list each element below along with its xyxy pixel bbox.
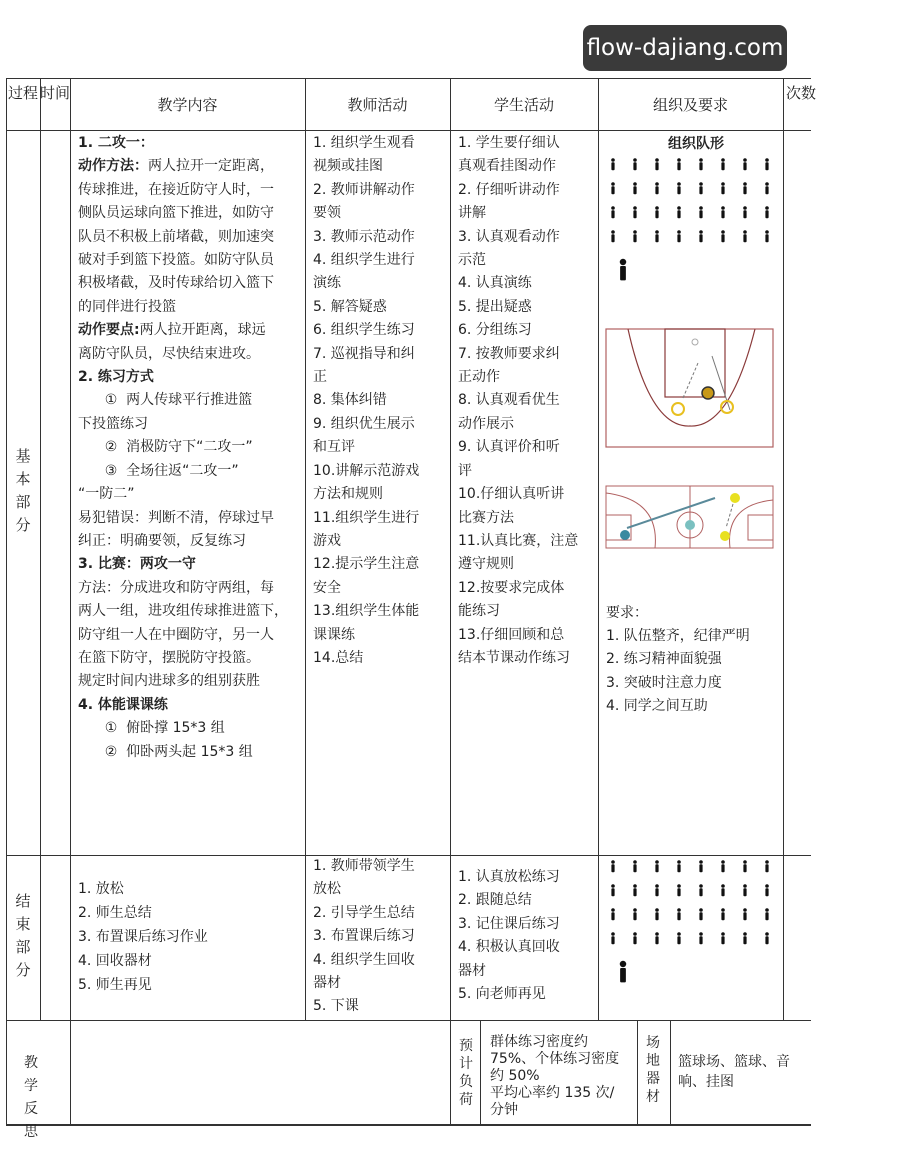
person-icon	[655, 908, 659, 920]
text-line: 演练	[313, 275, 341, 292]
text-line: 2. 引导学生总结	[313, 904, 415, 921]
half-court-diagram	[605, 328, 775, 450]
content-line: 3. 比赛：两攻一守	[78, 556, 196, 573]
person-icon	[765, 860, 769, 872]
person-icon	[743, 932, 747, 944]
text-line: 4. 同学之间互助	[606, 698, 708, 715]
text-line: 75%、个体练习密度	[490, 1051, 620, 1067]
text-line: 约 50%	[490, 1068, 540, 1084]
section-reflection: 教 学 反 思	[24, 1055, 38, 1140]
person-icon	[699, 884, 703, 896]
person-icon	[633, 908, 637, 920]
person-icon	[699, 908, 703, 920]
person-icon	[699, 158, 703, 170]
text-line: 6. 分组练习	[458, 322, 532, 339]
person-icon	[611, 932, 615, 944]
end-formation-diagram	[600, 857, 780, 992]
person-icon	[721, 884, 725, 896]
person-icon	[699, 206, 703, 218]
person-icon	[655, 230, 659, 242]
text-line: 1. 组织学生观看	[313, 135, 415, 151]
text-line: 视频或挂图	[313, 158, 383, 175]
person-icon	[611, 206, 615, 218]
content-line: 下投篮练习	[78, 415, 148, 432]
text-line: 11.组织学生进行	[313, 509, 420, 526]
table-border	[598, 78, 599, 1020]
content-line: 两人一组，进攻组传球推进篮下，	[78, 603, 288, 620]
content-line: “一防二”	[78, 486, 135, 503]
content-line: ① 两人传球平行推进篮	[78, 392, 253, 409]
person-icon	[633, 182, 637, 194]
person-icon	[633, 884, 637, 896]
text-line: 1. 队伍整齐，纪律严明	[606, 628, 750, 644]
content-line: 的同伴进行投篮	[78, 298, 176, 315]
person-icon	[633, 932, 637, 944]
text-line: 4. 积极认真回收	[458, 939, 560, 956]
text-line: 器材	[313, 975, 341, 992]
table-border	[6, 1124, 811, 1126]
text-line: 1. 学生要仔细认	[458, 135, 560, 151]
text-line: 7. 按教师要求纠	[458, 345, 560, 362]
table-border	[6, 1020, 811, 1021]
text-line: 游戏	[313, 532, 341, 549]
table-border	[480, 1020, 481, 1124]
teacher-basic	[313, 132, 419, 670]
person-icon	[677, 206, 681, 218]
text-line: 安全	[313, 579, 341, 596]
text-line: 2. 练习精神面貌强	[606, 651, 722, 668]
text-line: 12.按要求完成体	[458, 579, 565, 596]
content-line: 离防守队员，尽快结束进攻。	[78, 345, 260, 362]
text-line: 1. 教师带领学生	[313, 858, 415, 874]
text-line: 10.仔细认真听讲	[458, 486, 565, 503]
text-line: 1. 放松	[78, 881, 124, 897]
table-border	[450, 78, 451, 1124]
text-line: 结本节课动作练习	[458, 649, 570, 666]
content-basic	[78, 132, 288, 764]
content-line: 4. 体能课课练	[78, 696, 168, 713]
content-line: ① 俯卧撑 15*3 组	[78, 720, 225, 737]
text-line: 5. 提出疑惑	[458, 298, 532, 315]
watermark: flow-dajiang.com	[583, 25, 787, 71]
person-icon	[620, 259, 626, 281]
text-line: 正动作	[458, 369, 500, 386]
table-border	[40, 78, 41, 1020]
header-student: 学生活动	[493, 96, 554, 114]
text-line: 课课练	[313, 626, 355, 643]
formation-title: 组织队形	[668, 136, 724, 152]
person-icon	[655, 158, 659, 170]
table-border	[783, 78, 784, 1020]
text-line: 5. 向老师再见	[458, 986, 546, 1003]
person-icon	[765, 932, 769, 944]
section-end: 结 束 部 分	[15, 892, 31, 979]
content-line: ② 消极防守下“二攻一”	[78, 439, 253, 456]
text-line: 1. 认真放松练习	[458, 869, 560, 885]
content-line: 动作要点:两人拉开距离，球远	[78, 322, 266, 339]
text-line: 4. 认真演练	[458, 275, 532, 292]
person-icon	[721, 908, 725, 920]
venue-text	[678, 1052, 790, 1092]
text-line: 14.总结	[313, 649, 364, 666]
text-line: 2. 教师讲解动作	[313, 181, 415, 198]
person-icon	[765, 182, 769, 194]
header-content: 教学内容	[157, 96, 218, 114]
person-icon	[743, 158, 747, 170]
requirements-title: 要求：	[606, 605, 648, 621]
header-time: 时间	[40, 84, 71, 102]
content-end	[78, 877, 208, 997]
person-icon	[633, 230, 637, 242]
text-line: 要领	[313, 205, 341, 222]
person-icon	[699, 860, 703, 872]
load-text	[490, 1034, 619, 1119]
person-icon	[743, 884, 747, 896]
person-icon	[743, 230, 747, 242]
person-icon	[765, 206, 769, 218]
text-line: 器材	[458, 962, 486, 979]
text-line: 5. 下课	[313, 998, 359, 1015]
person-icon	[655, 182, 659, 194]
text-line: 5. 师生再见	[78, 977, 152, 993]
header-count: 次数	[786, 84, 817, 102]
person-icon	[655, 884, 659, 896]
content-line: 纠正：明确要领，反复练习	[78, 532, 246, 549]
text-line: 13.仔细回顾和总	[458, 626, 565, 643]
person-icon	[611, 908, 615, 920]
header-process: 过程	[7, 84, 38, 102]
student-end	[458, 866, 560, 1006]
person-icon	[677, 860, 681, 872]
person-icon	[677, 908, 681, 920]
person-icon	[765, 908, 769, 920]
content-line: 2. 练习方式	[78, 369, 154, 386]
teacher-end	[313, 855, 415, 1019]
student-basic	[458, 132, 578, 670]
person-icon	[655, 860, 659, 872]
text-line: 讲解	[458, 205, 486, 222]
table-border	[637, 1020, 638, 1124]
content-line: 在篮下防守，摆脱防守投篮。	[78, 649, 260, 666]
text-line: 2. 师生总结	[78, 905, 152, 921]
content-line: 传球推进，在接近防守人时，一	[78, 181, 274, 198]
table-border	[6, 78, 7, 1124]
person-icon	[677, 158, 681, 170]
text-line: 4. 回收器材	[78, 953, 152, 969]
person-icon	[721, 860, 725, 872]
content-line: ③ 全场往返“二攻一”	[78, 462, 239, 479]
person-icon	[620, 961, 626, 983]
text-line: 评	[458, 462, 472, 479]
table-border	[70, 78, 71, 1124]
text-line: 8. 集体纠错	[313, 392, 387, 409]
text-line: 2. 跟随总结	[458, 892, 532, 909]
text-line: 平均心率约 135 次/	[490, 1085, 615, 1101]
text-line: 10.讲解示范游戏	[313, 462, 420, 479]
table-border	[670, 1020, 671, 1124]
content-line: 防守组一人在中圈防守，另一人	[78, 626, 274, 643]
person-icon	[633, 206, 637, 218]
text-line: 比赛方法	[458, 509, 514, 526]
person-icon	[677, 884, 681, 896]
section-basic: 基 本 部 分	[15, 447, 31, 534]
text-line: 3. 突破时注意力度	[606, 674, 722, 691]
text-line: 示范	[458, 252, 486, 269]
text-line: 9. 组织优生展示	[313, 415, 415, 432]
person-icon	[699, 230, 703, 242]
person-icon	[677, 230, 681, 242]
content-line: 侧队员运球向篮下推进，如防守	[78, 205, 274, 222]
text-line: 3. 教师示范动作	[313, 228, 415, 245]
person-icon	[743, 182, 747, 194]
requirements-list	[606, 625, 750, 719]
text-line: 3. 布置课后练习作业	[78, 929, 208, 945]
header-teacher: 教师活动	[347, 96, 408, 114]
text-line: 12.提示学生注意	[313, 556, 420, 573]
person-icon	[721, 182, 725, 194]
person-icon	[677, 932, 681, 944]
load-label: 预 计 负 荷	[459, 1038, 473, 1108]
person-icon	[633, 158, 637, 170]
text-line: 遵守规则	[458, 556, 514, 573]
header-org: 组织及要求	[652, 96, 728, 114]
text-line: 3. 记住课后练习	[458, 915, 560, 932]
text-line: 响、挂图	[678, 1074, 734, 1090]
person-icon	[655, 206, 659, 218]
person-icon	[677, 182, 681, 194]
text-line: 11.认真比赛，注意	[458, 532, 579, 549]
text-line: 群体练习密度约	[490, 1034, 588, 1050]
person-icon	[699, 182, 703, 194]
text-line: 能练习	[458, 603, 500, 620]
table-border	[6, 130, 811, 131]
text-line: 5. 解答疑惑	[313, 298, 387, 315]
text-line: 分钟	[490, 1102, 518, 1118]
person-icon	[721, 158, 725, 170]
content-line: 动作方法：两人拉开一定距离，	[78, 158, 274, 175]
person-icon	[611, 230, 615, 242]
text-line: 和互评	[313, 439, 355, 456]
content-line: 1. 二攻一：	[78, 135, 154, 151]
formation-diagram	[600, 155, 780, 290]
person-icon	[611, 182, 615, 194]
content-line: 易犯错误：判断不清，停球过早	[78, 509, 274, 526]
person-icon	[633, 860, 637, 872]
text-line: 9. 认真评价和听	[458, 439, 560, 456]
text-line: 方法和规则	[313, 486, 383, 503]
text-line: 13.组织学生体能	[313, 603, 420, 620]
person-icon	[765, 230, 769, 242]
full-court-diagram	[605, 485, 775, 549]
content-line: 方法：分成进攻和防守两组，每	[78, 579, 274, 596]
person-icon	[721, 206, 725, 218]
text-line: 真观看挂图动作	[458, 158, 556, 175]
person-icon	[721, 230, 725, 242]
content-line: 积极堵截，及时传球给切入篮下	[78, 275, 274, 292]
person-icon	[743, 908, 747, 920]
venue-label: 场 地 器 材	[646, 1035, 660, 1105]
content-line: ② 仰卧两头起 15*3 组	[78, 743, 253, 760]
text-line: 8. 认真观看优生	[458, 392, 560, 409]
text-line: 3. 认真观看动作	[458, 228, 560, 245]
text-line: 放松	[313, 881, 341, 898]
text-line: 篮球场、篮球、音	[678, 1054, 790, 1070]
person-icon	[611, 860, 615, 872]
person-icon	[765, 884, 769, 896]
text-line: 2. 仔细听讲动作	[458, 181, 560, 198]
table-border	[305, 78, 306, 1020]
person-icon	[743, 860, 747, 872]
person-icon	[765, 158, 769, 170]
content-line: 破对手到篮下投篮。如防守队员	[78, 252, 274, 269]
person-icon	[721, 932, 725, 944]
person-icon	[611, 884, 615, 896]
text-line: 4. 组织学生回收	[313, 951, 415, 968]
text-line: 3. 布置课后练习	[313, 928, 415, 945]
content-line: 规定时间内进球多的组别获胜	[78, 673, 260, 690]
text-line: 动作展示	[458, 415, 514, 432]
text-line: 正	[313, 369, 327, 386]
table-border	[6, 78, 811, 79]
person-icon	[655, 932, 659, 944]
person-icon	[611, 158, 615, 170]
content-line: 队员不积极上前堵截，则加速突	[78, 228, 274, 245]
text-line: 7. 巡视指导和纠	[313, 345, 415, 362]
person-icon	[743, 206, 747, 218]
text-line: 6. 组织学生练习	[313, 322, 415, 339]
text-line: 4. 组织学生进行	[313, 252, 415, 269]
person-icon	[699, 932, 703, 944]
